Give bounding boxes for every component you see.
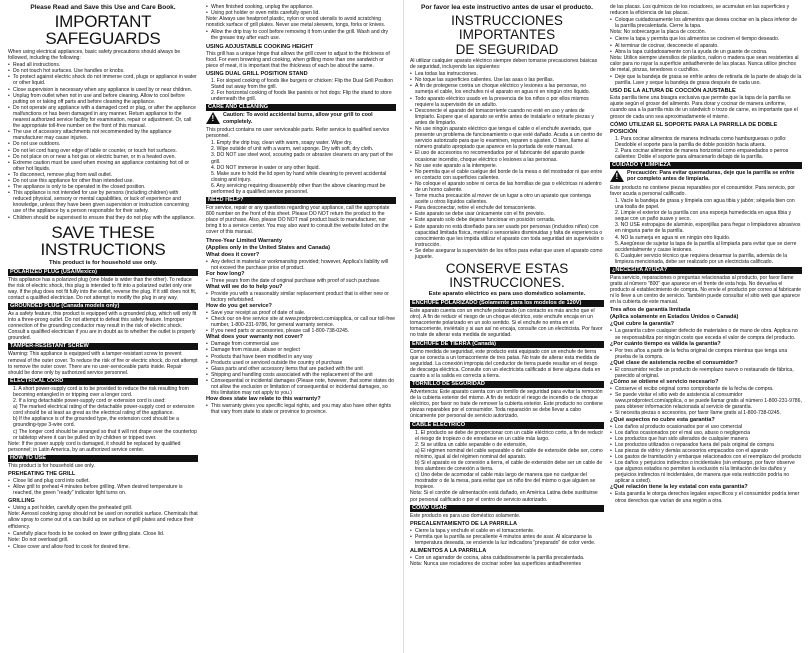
list-item: • Desconecte el aparato del tomacorriente cuando no esté en uso y antes de limpiarlo. Espere que el aparato se enfríe antes de instalarle o retirarle piezas y antes de limpiarlo. xyxy=(410,108,604,126)
household-note: This product is for household use only. xyxy=(48,259,158,266)
list-item: 2. Si se utiliza un cable separable o de extensión, xyxy=(415,441,527,448)
list-item: • Close lid and plug cord into outlet. xyxy=(8,478,198,484)
drip-tray-list xyxy=(206,29,396,41)
list-item: 3. NO USE estropajos de aluminio, esponjillas para fregar o limpiadores abrasivos en ninguna parte de la parrilla. xyxy=(615,222,801,235)
safeguards-title-es-1: INSTRUCCIONES IMPORTANTES xyxy=(451,13,563,42)
warranty-title-es: Tres años de garantía limitada xyxy=(610,307,691,314)
list-item: • Los daños y perjuicios indirectos o incidentales (sin embargo, por favor observe que algunos estados no permiten la exclusión ni la limitación de los daños y perjuicios indirectos ni incidentales, de manera que esta restricción podría no aplicar a usted). xyxy=(610,460,802,484)
spanish-column-1 xyxy=(410,4,604,649)
list-item: • Consequential or incidental damages (Please note, however, that some states do not allow the exclusion or limitation of consequential or incidental damages, so this limitation may not apply to you.) xyxy=(206,378,396,396)
safeguards-intro-es: Al utilizar cualquier aparato eléctrico siempre deben tomarse precauciones básicas de seguridad, incluyendo las siguientes: xyxy=(410,58,598,71)
list-item: • Do not operate any appliance with a damaged cord or plug, or after the appliance malfunctions or has been damaged in any manner. Return appliance to the nearest authorized service facility for examination, repair or adjustment. Or, call the appropriate toll-free number on the front of this manual. xyxy=(8,105,198,129)
utensil-note-es: Nota: Utilice siempre utensilios de plástico, nailon o madera que sean resistentes al calor para no rayar la superficie antiadherente de las placas. Nunca utilice pinchos de metal, pinzas, tenedores o cuchillos. xyxy=(610,54,799,73)
list-item: • Para desconectar, retire el enchufe del tomacorriente. xyxy=(410,205,604,211)
cord-note: Note: If the power supply cord is damaged, it should be replaced by qualified personnel; in Latin America, by an authorized service center. xyxy=(8,440,181,453)
list-item: • Extreme caution must be used when moving an appliance containing hot oil or other hot liquids. xyxy=(8,160,198,172)
list-item: • A fin de protegerse contra un choque eléctrico y lesiones a las personas, no sumerja el cable, los enchufes ni el aparato en agua ni en ningún otro líquido. xyxy=(410,83,604,95)
list-item: • Si necesita piezas o accesorios, por favor llame gratis al 1-800-738-0245. xyxy=(610,410,802,416)
warranty-a4-es xyxy=(610,386,802,416)
polarized-text: This appliance has a polarized plug (one blade is wider than the other). To reduce the risk of electric shock, this plug is intended to fit into a polarized outlet only one way. If the plug does not fit fully into the outlet, reverse the plug. If it still does not fit, contact a qualified electrician. Do not attempt to modify the plug in any way. xyxy=(8,276,197,301)
list-item: 1. For sloped cooking of foods like burgers or chicken: Flip the Dual Grill Position Stand out away from the grill. xyxy=(211,77,394,90)
polarized-text-es: Este aparato cuenta con un enchufe polarizado (un contacto es más ancho que el otro). A fin de reducir el riesgo de un choque eléctrico, este enchufe encaja en un tomacorriente polarizado en un solo sentido. Si el enchufe no entra en el tomacorriente, inviértalo y si aun así no encaja, consulte con un electricista. Por favor no trate de alterar esta medida de seguridad. xyxy=(410,308,603,339)
cord-list xyxy=(8,386,198,441)
warranty-a1: • Any defect in material or workmanship provided; however, Applica's liability will not exceed the purchase price of product. xyxy=(206,259,396,271)
preheating-title-es: PRECALENTAMIENTO DE LA PARRILLA xyxy=(410,520,518,527)
list-item: 5. Make sure to hold the lid open by hand while cleaning to prevent accidental closing and injury. xyxy=(211,170,387,183)
stand-title-es: CÓMO UTILIZAR EL SOPORTE PARA LA PARRILLA DE DOBLE POSICIÓN xyxy=(610,121,778,135)
list-item: • Check our on-line service site at www.prodprotect.com/applica, or call our toll-free number, 1-800-231-9786, for general warranty service. xyxy=(206,316,396,328)
list-item: • No coloque el aparato sobre ni cerca de las hornillas de gas o eléctricas ni adentro de un horno caliente. xyxy=(410,181,604,193)
safeguards-intro: When using electrical appliances, basic safety precautions should always be followed, including the following: xyxy=(8,49,181,62)
list-item: • El uso de accesorios no recomendados por el fabricante del aparato puede ocasionar incendio, choque eléctrico o lesiones a las personas. xyxy=(410,150,604,162)
list-item: • No permita que el cable cuelgue del borde de la mesa o del mostrador ni que entre en contacto con superficies calientes. xyxy=(410,169,604,181)
cord-header-es: CABLE ELÉCTRICO xyxy=(410,422,604,429)
warranty-a5-es xyxy=(610,424,802,485)
list-item: 1. Empty the drip tray, clean with warm, soapy water. Wipe dry. xyxy=(211,140,353,147)
list-item: • To disconnect, remove plug from wall outlet. xyxy=(8,172,198,178)
list-item: • Lea todas las instrucciones. xyxy=(410,71,604,77)
list-item: • Cierre la tapa y enchufe el cable en el tomacorriente. xyxy=(410,528,604,534)
warranty-q2-es: ¿Por cuánto tiempo es válida la garantía? xyxy=(610,340,721,347)
list-item: • Todo aparato eléctrico usado en la presencia de los niños o por ellos mismos requiere la supervisión de un adulto. xyxy=(410,96,604,108)
warranty-q1-es: ¿Qué cubre la garantía? xyxy=(610,321,675,328)
preheating-list-es xyxy=(410,528,604,546)
height-text: This grill has a unique hinge that allows the grill cover to adjust to the thickness of food. For even browning and cooking, when grilling more than one sandwich or piece of meat, it is important that the thickness of each be about the same. xyxy=(206,50,390,69)
tamper-text-es: Advertencia: Este aparato cuenta con un tornillo de seguridad para evitar la remoción de la cubierta exterior del mismo. A fin de reducir el riesgo de incendio o de choque eléctrico, por favor no trate de remover la cubierta exterior. Este producto no contiene piezas reparables por el consumidor. Toda reparación se debe llevar a cabo únicamente por personal de servicio autorizado. xyxy=(410,389,603,420)
spray-note-cont-es: de las placas. Los químicos de los rociadores, se acumulan en las superficies y reducen la eficiencia de las placas. xyxy=(610,4,790,17)
howto-text: This product is for household use only. xyxy=(8,462,95,469)
list-item: 2. Wipe outside of unit with a warm, wet sponge. Dry with soft, dry cloth. xyxy=(211,146,374,153)
list-item: • Permita que la parrilla se precaliente 4 minutos antes de asar. Al alcanzarse la temperatura deseada, se enciende la luz indicadora "preparado" de color verde. xyxy=(410,534,604,546)
list-item: • Este aparato solo debe dejarse funcionar en posición cerrada. xyxy=(410,217,604,223)
grilling-title-es: ALIMENTOS A LA PARRILLA xyxy=(410,548,487,554)
grilling-title: GRILLING xyxy=(8,498,35,505)
warranty-title: Three-Year Limited Warranty xyxy=(206,237,282,244)
list-item: • Los productos que han sido alterados de cualquier manera xyxy=(610,436,802,442)
english-column-1 xyxy=(8,4,198,649)
list-item: • Allow grill to preheat 4 minutes before grilling. When desired temperature is reached, the green "ready" indicator light turns on. xyxy=(8,484,198,496)
warranty-a2-es: • Por tres años a partir de la fecha original de compra mientras que tenga una prueba de la compra. xyxy=(610,348,802,360)
warranty-a1-es: • La garantía cubre cualquier defecto de materiales o de mano de obra. Applica no se responsabiliza por ningún costo que exceda el valor de compra del producto. xyxy=(610,328,802,340)
warranty-q3-es: ¿Qué clase de asistencia recibe el consumidor? xyxy=(610,359,738,366)
list-item: • No toque las superficies calientes. Use las asas o las perillas. xyxy=(410,77,604,83)
list-item: • The use of accessory attachments not recommended by the appliance manufacturer may cause injuries. xyxy=(8,129,198,141)
warranty-q5-es: ¿Qué aspectos no cubre esta garantía? xyxy=(610,416,715,423)
list-item: • Coloque cuidadosamente los alimentos que desea cocinar en la placa inferior de la parrilla precalentada. Cierre la tapa. xyxy=(610,17,802,29)
list-item: • Do not use this appliance for other than intended use. xyxy=(8,178,198,184)
list-item: 2. If a long detachable power-supply cord or extension cord is used: xyxy=(13,398,166,405)
safeguards-list-es xyxy=(410,71,604,260)
warranty-q2: For how long? xyxy=(206,270,245,277)
care-caution-text: Caution: To avoid accidental burns, allow your grill to cool completely. xyxy=(223,112,373,125)
warning-icon: ! xyxy=(206,112,220,124)
grilling-note: Note: Aerosol cooking spray should not be used on nonstick surface. Chemicals that allow spray to come out of a can build up on surface of grill plates and reduce their efficiency. xyxy=(8,511,198,530)
warranty-a6: • This warranty gives you specific legal rights, and you may also have other rights that vary from state to state or province to province. xyxy=(206,403,396,415)
list-item: 2. Para cocinar alimentos de manera horizontal como emparedados o perros calientes: Doble el soporte para almacenarlo debajo de la parrilla. xyxy=(615,147,789,160)
read-note: Please Read and Save this Use and Care Book. xyxy=(30,4,176,11)
warranty-a3: • Provide you with a reasonably similar replacement product that is either new or factory refurbished. xyxy=(206,291,396,303)
list-item: 1. A short power-supply cord is to be provided to reduce the risk resulting from becoming entangled in or tripping over a longer cord. xyxy=(13,385,189,398)
list-item: 4. NO la sumerja en agua ni en ningún otro líquido. xyxy=(615,234,731,241)
list-item: c) Uno debe de acomodar el cable más largo de manera que no cuelgue del mostrador o de la mesa, para evitar que un niño tire del mismo o que alguien se tropiece. xyxy=(415,472,596,491)
grounded-text-es: Como medida de seguridad, este producto está equipado con un enchufe de tierra que se conecta a un tomacorriente de tres patas. No trate de alterar esta medida de seguridad. La conexión impropia del conductor de tierra puede resultar en el riesgo de descarga eléctrica. Consulte con un electricista calificado si tiene alguna duda en cuanto a si la salida es correcta a tierra. xyxy=(410,348,601,379)
howto-header: HOW TO USE xyxy=(8,455,198,462)
list-item: b) Si el aparato es de conexión a tierra, el cable de extensión debe ser un cable de tres alambres de conexión a tierra. xyxy=(415,459,603,473)
overload-note-es: Nota: No sobrecargue la placa de cocción. xyxy=(610,29,706,36)
howto-header-es: COMO USAR xyxy=(410,505,604,512)
list-item: a) The marked electrical rating of the detachable power-supply cord or extension cord should be at least as great as the electrical rating of the appliance. xyxy=(13,404,195,417)
care-caution-text-es: Precaución: Para evitar quemaduras, deje que la parrilla se enfríe por completo antes de limpiarla. xyxy=(627,169,795,183)
warranty-sub-es: (Aplica solamente en Estados Unidos o Canadá) xyxy=(610,314,739,321)
list-item: • Do not place on or near a hot gas or electric burner, or in a heated oven. xyxy=(8,154,198,160)
list-item: 5. Asegúrese de sujetar la tapa de la parrilla al limpiarla para evitar que se cierre accidentalmente y cause lesiones. xyxy=(615,240,797,253)
grilling-list-2 xyxy=(8,531,198,537)
list-item: • Cierre la tapa y permita que los alimentos se cocinen el tiempo deseado. xyxy=(610,36,802,42)
read-note-es: Por favor lea este instructivo antes de usar el producto. xyxy=(421,4,593,11)
grilling-list-es xyxy=(410,555,604,561)
list-item: • If you need parts or accessories, please call 1-800-738-0245. xyxy=(206,328,396,334)
stand-list xyxy=(206,78,396,102)
height-title: USING ADJUSTABLE COOKING HEIGHT xyxy=(206,43,314,50)
warranty-a4 xyxy=(206,310,396,334)
grilling-note-2: Note: Do not overload grill. xyxy=(8,536,69,543)
stand-title: USING DUAL GRILL POSITION STAND xyxy=(206,70,308,77)
list-item: • To protect against electric shock do not immerse cord, plugs or appliance in water or other liquid. xyxy=(8,74,198,86)
list-item: • Conserve el recibo original como comprobante de la fecha de compra. xyxy=(610,386,802,392)
list-item: • Abra la tapa cuidadosamente con la ayuda de un guante de cocina. xyxy=(610,49,802,55)
cord-header: ELECTRICAL CORD xyxy=(8,378,198,385)
list-item: 3. DO NOT use steel wool, scouring pads or abrasive cleaners on any part of the grill. xyxy=(211,152,393,165)
care-caution-es xyxy=(610,170,802,183)
list-item: • This appliance is not intended for use by persons (including children) with reduced physical, sensory or mental capabilities, or lack of experience and knowledge, unless they have been given supervision or instruction concerning use of the appliance by a person responsible for their safety. xyxy=(8,190,198,214)
warranty-q3: What will we do to help you? xyxy=(206,283,283,290)
care-text: This product contains no user serviceable parts. Refer service to qualified service personnel. xyxy=(206,127,390,140)
cord-list-es xyxy=(410,430,604,491)
list-item: • Los gastos de tramitación y embarque relacionados con el reemplazo del producto xyxy=(610,454,802,460)
list-item: • No use este aparato a la intemperie. xyxy=(410,163,604,169)
list-item: • Close supervision is necessary when any appliance is used by or near children. xyxy=(8,87,198,93)
list-item: • Do not let cord hang over edge of table or counter, or touch hot surfaces. xyxy=(8,148,198,154)
help-text: For service, repair or any questions regarding your appliance, call the appropriate 800 number on the front of this sheet. Please DO NOT return the product to the place of purchase. Also, please DO NOT mail product back to manufacturer, nor bring it to a service center. You may also want to consult the website listed on the cover of this manual. xyxy=(206,205,390,236)
list-item: • Deje que la bandeja de grasa se enfríe antes de retirarla de la parte de abajo de la parrilla. Lave y seque la bandeja de grasa después de cada uso. xyxy=(610,74,802,86)
grounded-header: GROUNDED PLUG (Canada models only) xyxy=(8,303,198,310)
list-item: 2. For horizontal cooking of foods like paninis or hot dogs: Flip the stand to store underneath the grill. xyxy=(211,90,392,103)
list-item: 1. El producto se debe de proporcionar con un cable eléctrico corto, a fin de reducir el riesgo de tropiezo o de enredarse en un cable más largo. xyxy=(415,429,604,442)
list-item: • Tome mucha precaución al mover de un lugar a otro un aparato que contenga aceite u otros líquidos calientes. xyxy=(410,193,604,205)
tamper-header: TAMPER-RESISTANT SCREW xyxy=(8,343,198,350)
preheating-list xyxy=(8,478,198,496)
safeguards-title-es-2: DE SEGURIDAD xyxy=(455,42,559,57)
list-item: 6. Cualquier servicio técnico que requiera desarmar la parrilla, además de la limpieza mencionada, debe ser realizado por un electricista calificado. xyxy=(615,252,788,265)
list-item: • Al terminar de cocinar, desconecte el aparato. xyxy=(610,43,802,49)
list-item: 1. Vacíe la bandeja de grasa y límpiela con agua tibia y jabón; séquela bien con una toalla de papel. xyxy=(615,197,795,211)
warranty-q6-es: ¿Qué relación tiene la ley estatal con esta garantía? xyxy=(610,484,748,491)
warranty-a3-es: • El consumidor recibe un producto de reemplazo nuevo o restaurado de fábrica, parecido al original. xyxy=(610,367,802,379)
grounded-header-es: ENCHUFE DE TIERRA (Canadá) xyxy=(410,341,604,348)
warranty-q6: How does state law relate to this warranty? xyxy=(206,396,321,403)
care-header-es: CUIDADO Y LIMPIEZA xyxy=(610,162,802,169)
list-item: • Products used or serviced outside the country of purchase xyxy=(206,360,396,366)
safeguards-list xyxy=(8,62,198,220)
warranty-a2: • Three years from the date of original purchase with proof of such purchase. xyxy=(206,278,396,284)
list-item: • Using a pot holder, carefully open the preheated grill. xyxy=(8,505,198,511)
list-item: • Se debe asegurar la supervisión de los niños para evitar que usen el aparato como juguete. xyxy=(410,248,604,260)
spanish-page xyxy=(404,0,808,653)
preheating-title: PREHEATING THE GRILL xyxy=(8,470,76,477)
save-title: SAVE THESE INSTRUCTIONS xyxy=(40,222,166,259)
list-item: • Este aparato se debe usar únicamente con el fin previsto. xyxy=(410,211,604,217)
list-item: • No use ningún aparato eléctrico que tenga el cable o el enchufe averiado, que presente un problema de funcionamiento o que esté dañado. Acuda a un centro de servicio autorizado para que lo examinen, reparen o ajusten. O bien, llame al número gratuito apropiado que aparece en la portada de este manual. xyxy=(410,126,604,150)
cook-list-es xyxy=(610,36,802,54)
list-item: • Se puede visitar el sitio web de asistencia al consumidor www.prodprotect.com/applica, o se puede llamar gratis al número 1-800-231-9786, para obtener información relacionada al servicio de garantía. xyxy=(610,392,802,410)
care-caution xyxy=(206,112,396,125)
list-item: a) El régimen nominal del cable separable o del cable de extensión debe ser, como mínimo, igual al del régimen nominal del aparato. xyxy=(415,447,603,460)
safeguards-title: IMPORTANT SAFEGUARDS xyxy=(45,12,161,48)
place-food-list-es xyxy=(610,17,802,29)
list-item: • Damage from commercial use xyxy=(206,341,396,347)
list-item: • Save your receipt as proof of date of sale. xyxy=(206,310,396,316)
tamper-text: Warning: This appliance is equipped with a tamper-resistant screw to prevent removal of the outer cover. To reduce the risk of fire or electric shock, do not attempt to remove the outer cover. There are no user-serviceable parts inside. Repair should be done only by authorized service personnel. xyxy=(8,351,198,376)
help-header: NEED HELP? xyxy=(206,197,396,204)
list-item: • Children should be supervised to ensure that they do not play with the appliance. xyxy=(8,215,198,221)
grounded-text: As a safety feature, this product is equipped with a grounded plug, which will only fit into a three-prong outlet. Do not attempt to defeat this safety feature. Improper connection of the grounding conductor may result in the risk of electric shock. Consult a qualified electrician if you are in doubt as to whether the outlet is properly grounded. xyxy=(8,311,197,342)
finish-list xyxy=(206,4,396,16)
list-item: • Glass parts and other accessory items that are packed with the unit xyxy=(206,366,396,372)
drip-tray-list-es xyxy=(610,74,802,86)
care-list-es xyxy=(610,198,802,265)
warranty-sub: (Applies only in the United States and Canada) xyxy=(206,244,331,251)
grilling-list xyxy=(8,505,198,511)
household-note-es: Este aparato eléctrico es para uso doméstico solamente. xyxy=(428,291,586,298)
height-title-es: USO DE LA ALTURA DE COCCIÓN AJUSTABLE xyxy=(610,88,736,95)
list-item: 6. Any servicing requiring disassembly other than the above cleaning must be performed by a qualified service personnel. xyxy=(211,182,386,195)
polarized-header-es: ENCHUFE POLARIZADO (Solamente para los modelos de 120V) xyxy=(410,300,604,307)
list-item: • Unplug from outlet when not in use and before cleaning. Allow to cool before putting on or taking off parts and before cleaning the appliance. xyxy=(8,93,198,105)
stand-list-es xyxy=(610,136,802,160)
tamper-header-es: TORNILLO DE SEGURIDAD xyxy=(410,381,604,388)
cord-note-es: Nota: Si el cordón de alimentación está dañado, en América Latina debe sustituirse por personal calificado o por el centro de servicio autorizado. xyxy=(410,490,598,503)
utensil-note: Note: Always use heatproof plastic, nylon or wood utensils to avoid scratching nonstick surface of grill plates. Never use metal skewers, tongs, forks or knives. xyxy=(206,16,386,29)
list-item: 4. DO NOT immerse in water or any other liquid. xyxy=(211,164,320,171)
warranty-q1: What does it cover? xyxy=(206,251,260,258)
list-item: • When finished cooking, unplug the appliance. xyxy=(206,4,396,10)
save-title-es: CONSERVE ESTAS INSTRUCCIONES. xyxy=(445,261,569,291)
list-item: • Damage from misuse, abuse or neglect xyxy=(206,347,396,353)
grilling-note-es: Nota: Nunca use rociadores de cocinar sobre las superficies antiadherentes xyxy=(410,561,582,568)
list-item: • Products that have been modified in any way xyxy=(206,354,396,360)
list-item: • Read all instructions. xyxy=(8,62,198,68)
english-column-2 xyxy=(206,4,396,649)
warranty-a5 xyxy=(206,341,396,396)
list-item: 1. Para cocinar alimentos de manera inclinada como hamburguesas o pollo: Desdoble el soporte para la parrilla de doble posición hacia afuera. xyxy=(615,135,787,148)
list-item: • Allow the drip tray to cool before removing it from under the grill. Wash and dry the grease tray after each use. xyxy=(206,29,396,41)
warranty-q4: How do you get service? xyxy=(206,303,272,309)
polarized-header: POLARIZED PLUG (USA/Mexico) xyxy=(8,269,198,276)
list-item: • Close cover and allow food to cook for desired time. xyxy=(8,544,198,550)
list-item: • Este aparato no está diseñado para ser usado por personas (incluidos niños) con capacidad limitada física, mental o sensoriales disminuidas y falta de experiencia o conocimiento que les impida utilizar el aparato con toda seguridad sin supervisión o instrucción. xyxy=(410,224,604,248)
list-item: • The appliance is only to be operated in the closed position. xyxy=(8,184,198,190)
howto-text-es: Este producto es para uso doméstico solamente. xyxy=(410,512,521,519)
warning-icon: ! xyxy=(610,170,624,182)
care-text-es: Este producto no contiene piezas reparables por el consumidor. Para servicio, por favor acuda a personal calificado. xyxy=(610,184,795,197)
care-list xyxy=(206,140,396,195)
spanish-column-2 xyxy=(610,4,802,649)
warranty-q5: What does your warranty not cover? xyxy=(206,334,303,341)
warranty-a6-es: • Esta garantía le otorga derechos legales específicos y el consumidor podría tener otros derechos que varían de una región a otra. xyxy=(610,491,802,503)
list-item: • Las piezas de vidrio y demás accesorios empacados con el aparato xyxy=(610,448,802,454)
list-item: 2. Limpie el exterior de la parrilla con una esponja humedecida en agua tibia y seque con un paño suave y seco. xyxy=(615,210,792,223)
help-header-es: ¿NECESITA AYUDA? xyxy=(610,267,802,274)
list-item: c) The longer cord should be arranged so that it will not drape over the countertop or tabletop where it can be pulled on by children or tripped over. xyxy=(13,428,197,441)
list-item: • Shipping and handling costs associated with the replacement of the unit xyxy=(206,372,396,378)
list-item: • Do not use outdoors. xyxy=(8,141,198,147)
height-text-es: Esta parrilla tiene una bisagra exclusiva que permite que la tapa de la parrilla se ajuste según el grosor del alimento. Para dorar y cocinar de manera uniforme, cuando asa a la parrilla más de un sándwich o trozo de carne, es importante que el grosor de cada uno sea aproximadamente el mismo. xyxy=(610,95,798,120)
help-text-es: Para servicio, reparaciones o preguntas relacionadas al producto, por favor llame gratis al número "800" que aparece en el frente de esta hoja. No devuelva el producto al establecimiento de compra. No envíe el producto por correo al fabricante ni lo lleve a un centro de servicio. También puede consultar el sitio web que aparece en la cubierta de este manual. xyxy=(610,275,802,306)
list-item: b) If the appliance is of the grounded type, the extension cord should be a grounding-type 3-wire cord. xyxy=(13,416,179,429)
list-item: • Los daños al producto ocasionados por el uso comercial xyxy=(610,424,802,430)
list-item: • Carefully place foods to be cooked on lower grilling plate. Close lid. xyxy=(8,531,198,537)
list-item: • Using pot holder or oven mitts carefully open lid. xyxy=(206,10,396,16)
grilling-list-3 xyxy=(8,544,198,550)
list-item: • Do not touch hot surfaces. Use handles or knobs. xyxy=(8,68,198,74)
list-item: • Los productos utilizados o reparados fuera del país original de compra xyxy=(610,442,802,448)
list-item: • Con un agarrador de cocina, abra cuidadosamente la parrilla precalentada. xyxy=(410,555,604,561)
list-item: • Los daños ocasionados por el mal uso, abuso o negligencia xyxy=(610,430,802,436)
warranty-q4-es: ¿Cómo se obtiene el servicio necesario? xyxy=(610,379,719,386)
care-header: CARE AND CLEANING xyxy=(206,104,396,111)
